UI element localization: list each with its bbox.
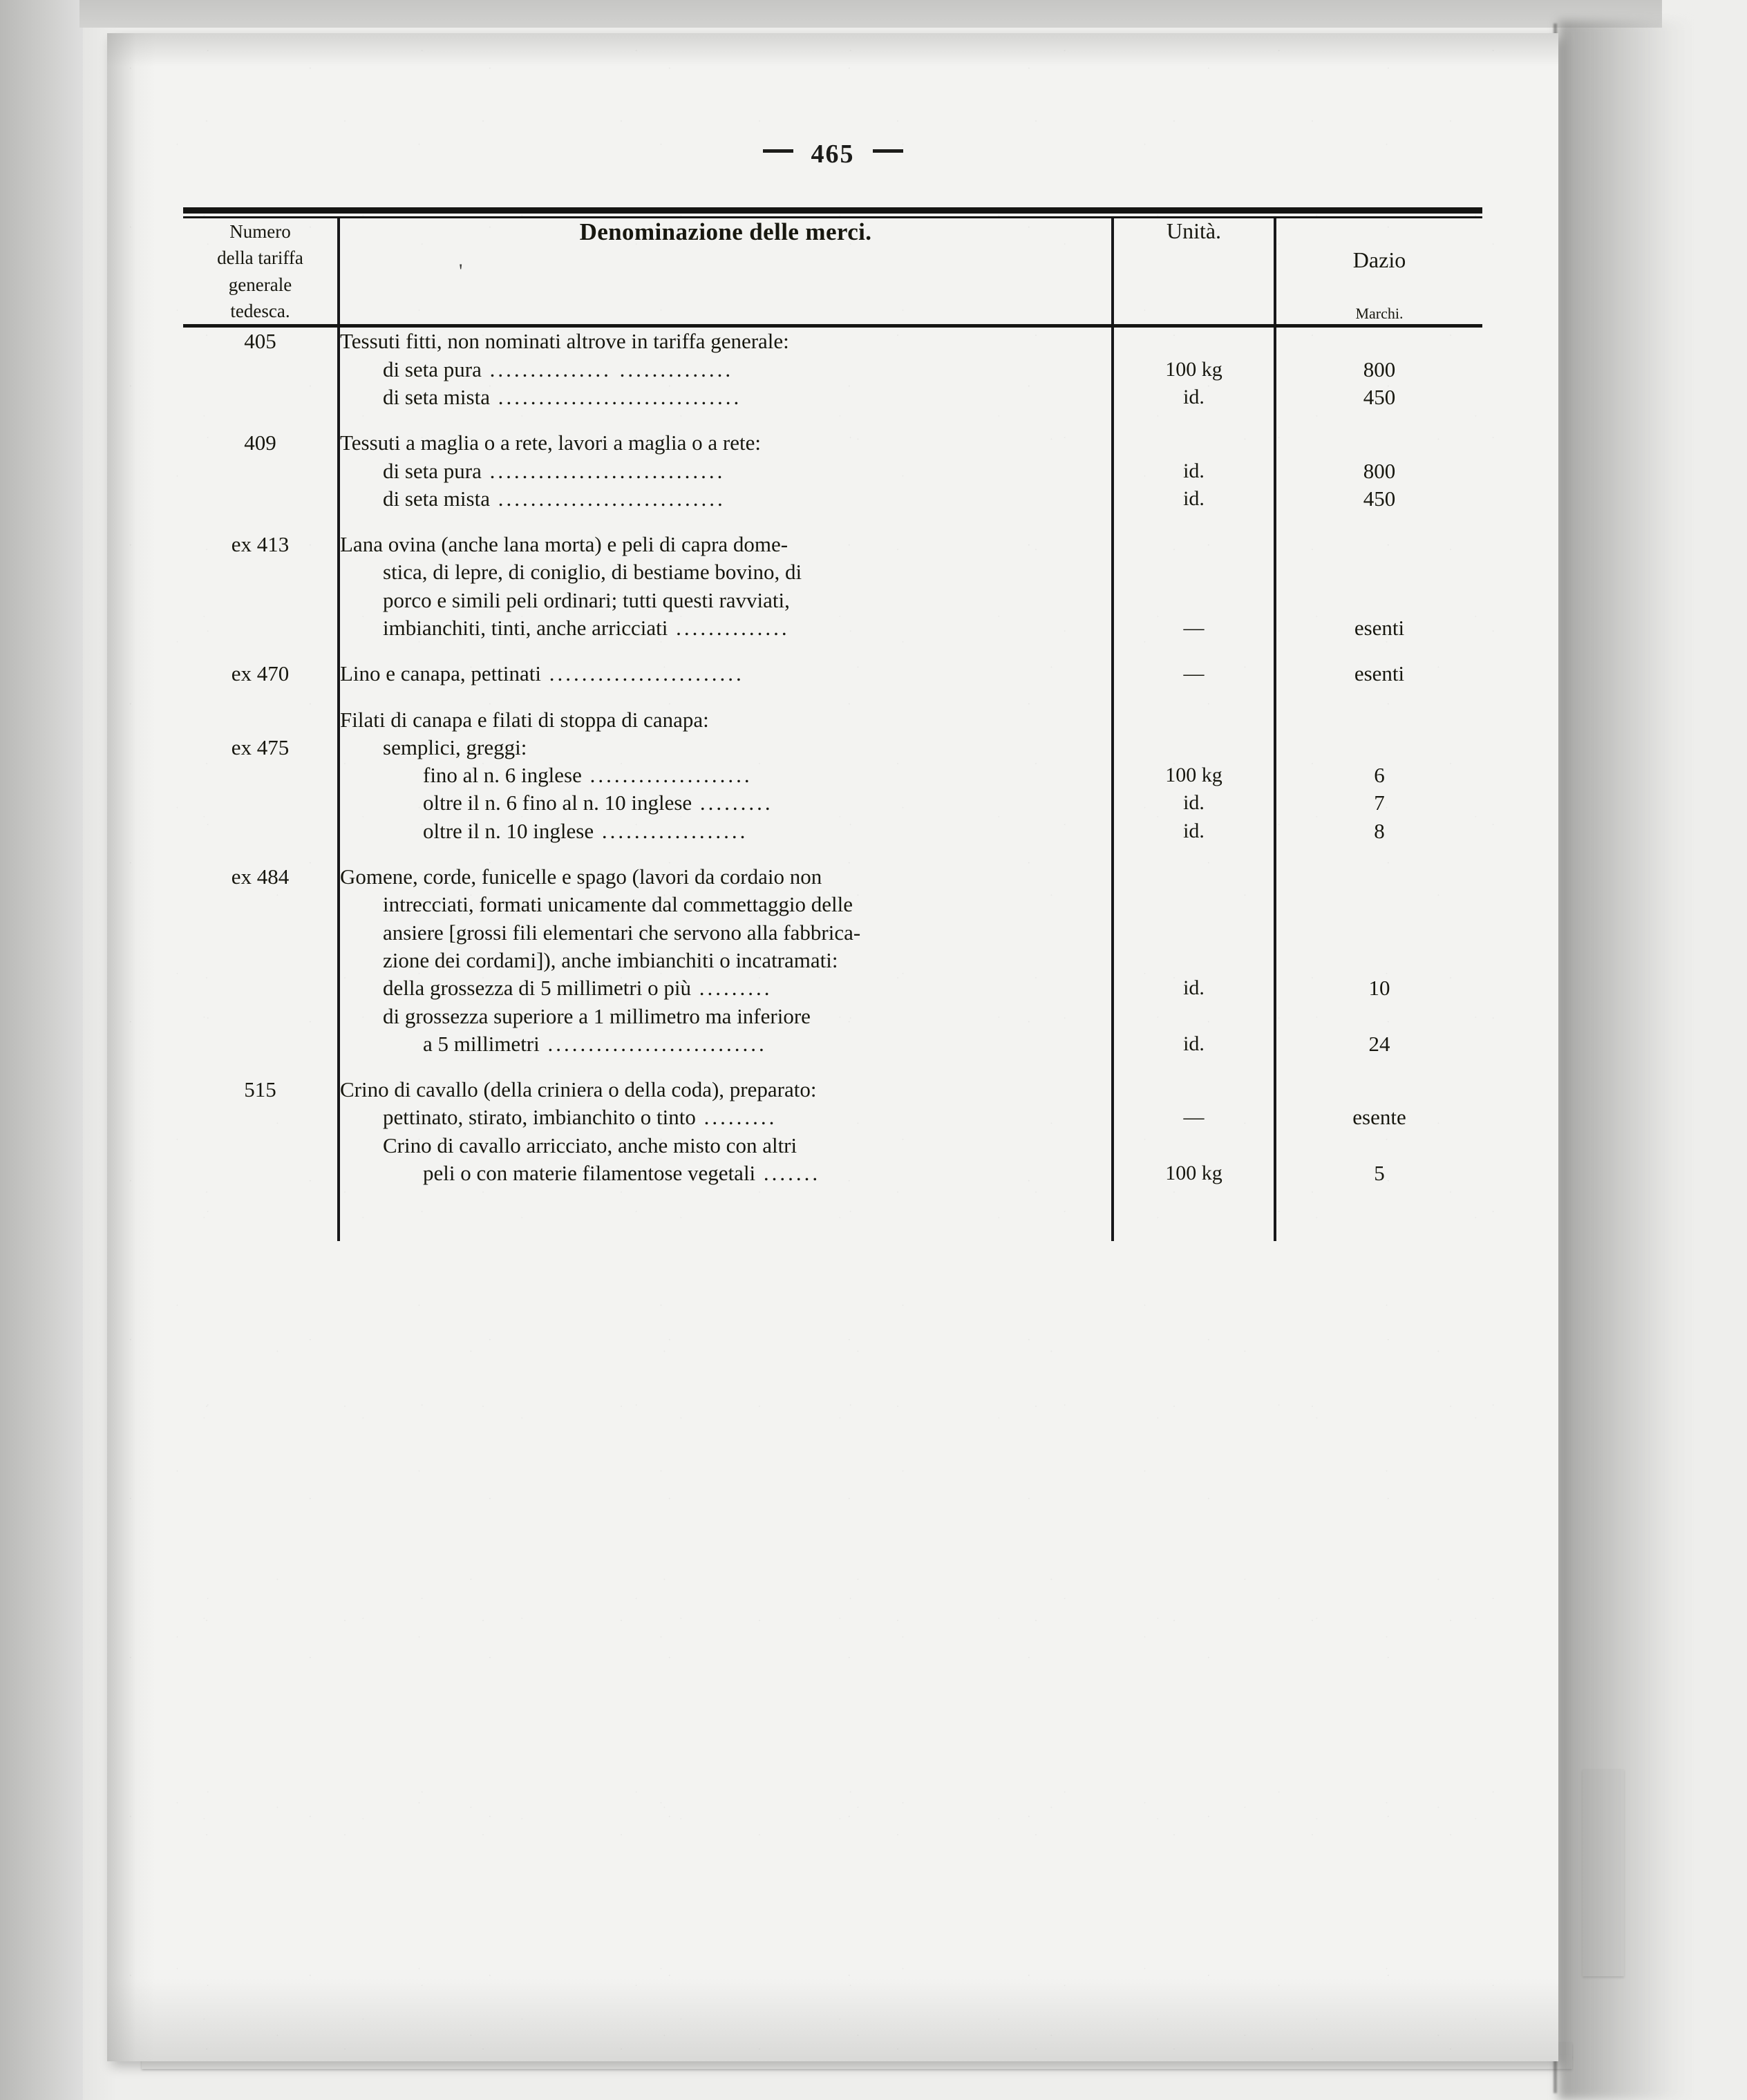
tariff-number <box>183 947 339 974</box>
unit-value: — <box>1113 614 1275 642</box>
description-text: di seta pura <box>383 458 482 483</box>
spacer-cell <box>1113 1223 1275 1241</box>
spacer-cell <box>339 688 1113 706</box>
merchandise-description <box>339 614 1113 642</box>
description-text: della grossezza di 5 millimetri o più <box>383 976 691 1001</box>
merchandise-description <box>339 974 1113 1002</box>
description-line <box>340 919 1111 947</box>
running-head-right-dash <box>873 149 903 153</box>
row-spacer <box>183 845 1482 863</box>
description-line <box>340 863 1111 891</box>
merchandise-description <box>339 429 1113 457</box>
dot-leader: .............. <box>668 615 790 640</box>
spacer-cell <box>183 513 339 531</box>
spacer-cell <box>183 642 339 660</box>
spacer-cell <box>1113 1205 1275 1223</box>
unit-value: id. <box>1113 384 1275 411</box>
merchandise-description <box>339 919 1113 947</box>
header-description-label: Denominazione delle merci. <box>579 218 872 245</box>
table-row <box>183 734 1482 762</box>
description-text: a 5 millimetri <box>423 1031 540 1056</box>
spacer-cell <box>339 642 1113 660</box>
tariff-number <box>183 1030 339 1058</box>
table-row <box>183 485 1482 513</box>
spacer-cell <box>1275 845 1482 863</box>
description-line <box>340 429 1111 457</box>
row-spacer <box>183 1187 1482 1205</box>
description-line <box>340 1030 1111 1058</box>
table-row <box>183 947 1482 974</box>
description-line <box>340 706 1111 734</box>
tariff-number: ex 413 <box>231 532 290 557</box>
duty-value: 5 <box>1374 1161 1385 1186</box>
duty-value <box>1275 947 1482 974</box>
unit-value <box>1113 587 1275 614</box>
row-spacer <box>183 642 1482 660</box>
spacer-cell <box>1275 642 1482 660</box>
table-row <box>183 384 1482 411</box>
unit-value <box>1113 863 1275 891</box>
tariff-number: ex 470 <box>231 661 290 686</box>
duty-value <box>1275 326 1482 356</box>
header-number-line-1: Numero <box>229 221 291 242</box>
description-text: Crino di cavallo arricciato, anche misto con altri <box>383 1133 797 1157</box>
tariff-table <box>183 207 1482 1241</box>
description-line <box>340 457 1111 485</box>
description-text: peli o con materie filamentose vegetali <box>423 1161 756 1186</box>
document-page <box>107 33 1558 2061</box>
table-row <box>183 817 1482 845</box>
description-line <box>340 762 1111 789</box>
tariff-number <box>183 384 339 411</box>
unit-value <box>1113 1076 1275 1104</box>
description-line <box>340 587 1111 614</box>
spacer-cell <box>1275 513 1482 531</box>
merchandise-description <box>339 587 1113 614</box>
duty-value: 450 <box>1363 486 1396 511</box>
description-text: Tessuti fitti, non nominati altrove in tariffa generale: <box>340 329 789 354</box>
description-text: ansiere [grossi fili elementari che servono alla fabbrica- <box>383 920 861 945</box>
dot-leader: .............................. <box>489 384 742 409</box>
description-line <box>340 734 1111 762</box>
spacer-cell <box>1275 1205 1482 1223</box>
page-left-curl <box>107 33 155 2061</box>
unit-value: id. <box>1113 817 1275 845</box>
description-line <box>340 1003 1111 1030</box>
header-number-line-2: della tariffa <box>217 247 303 269</box>
description-text: di seta mista <box>383 384 490 409</box>
unit-value: 100 kg <box>1113 762 1275 789</box>
unit-value: 100 kg <box>1113 356 1275 384</box>
tariff-number: ex 475 <box>231 735 290 759</box>
description-line <box>340 384 1111 411</box>
page-bottom-curl <box>107 1978 1558 2061</box>
unit-value <box>1113 531 1275 558</box>
unit-value <box>1113 1132 1275 1160</box>
spacer-cell <box>1113 845 1275 863</box>
description-line <box>340 1076 1111 1104</box>
merchandise-description <box>339 384 1113 411</box>
merchandise-description <box>339 326 1113 356</box>
spacer-cell <box>1275 1187 1482 1205</box>
spacer-cell <box>1275 1058 1482 1076</box>
table-row <box>183 974 1482 1002</box>
table-row <box>183 457 1482 485</box>
merchandise-description <box>339 1160 1113 1187</box>
tariff-number <box>183 891 339 918</box>
running-head <box>107 137 1558 169</box>
tariff-number <box>183 919 339 947</box>
unit-value: 100 kg <box>1113 1160 1275 1187</box>
table-row <box>183 429 1482 457</box>
page-number: 465 <box>811 140 855 169</box>
merchandise-description <box>339 660 1113 688</box>
spacer-cell <box>1275 688 1482 706</box>
header-duty-currency: Marchi. <box>1355 305 1404 322</box>
duty-value: 450 <box>1363 384 1396 409</box>
spacer-cell <box>183 1187 339 1205</box>
table-row <box>183 762 1482 789</box>
unit-value: id. <box>1113 457 1275 485</box>
table-row <box>183 706 1482 734</box>
spacer-cell <box>1113 1058 1275 1076</box>
row-spacer <box>183 513 1482 531</box>
description-text: oltre il n. 10 inglese <box>423 818 594 843</box>
description-text: di seta mista <box>383 486 490 511</box>
tariff-number: 515 <box>244 1077 276 1102</box>
unit-value: — <box>1113 660 1275 688</box>
spacer-cell <box>1113 411 1275 429</box>
row-spacer <box>183 688 1482 706</box>
table-row <box>183 614 1482 642</box>
merchandise-description <box>339 1132 1113 1160</box>
tariff-number <box>183 485 339 513</box>
row-spacer <box>183 1205 1482 1223</box>
duty-value <box>1275 587 1482 614</box>
tariff-number <box>183 1132 339 1160</box>
unit-value: id. <box>1113 1030 1275 1058</box>
description-text: di grossezza superiore a 1 millimetro ma inferiore <box>383 1003 811 1028</box>
tariff-number <box>183 974 339 1002</box>
description-text: di seta pura <box>383 357 482 381</box>
tariff-number: 405 <box>244 329 276 354</box>
merchandise-description <box>339 789 1113 817</box>
duty-value: esenti <box>1354 615 1405 640</box>
table-row <box>183 587 1482 614</box>
dot-leader: ............................ <box>489 486 726 511</box>
table-row <box>183 789 1482 817</box>
spacer-cell <box>183 1058 339 1076</box>
merchandise-description <box>339 863 1113 891</box>
unit-value <box>1113 706 1275 734</box>
spacer-cell <box>1275 1223 1482 1241</box>
dot-leader: ......... <box>695 1105 777 1130</box>
description-line <box>340 1160 1111 1187</box>
description-text: semplici, greggi: <box>383 735 527 759</box>
merchandise-description <box>339 485 1113 513</box>
dot-leader: .................... <box>581 763 753 788</box>
description-line <box>340 789 1111 817</box>
duty-value: 800 <box>1363 458 1396 483</box>
spacer-cell <box>339 1205 1113 1223</box>
header-duty-col <box>1275 218 1482 324</box>
spacer-cell <box>339 845 1113 863</box>
table-row <box>183 891 1482 918</box>
duty-value <box>1275 863 1482 891</box>
table-row <box>183 1104 1482 1131</box>
description-text: Crino di cavallo (della criniera o della coda), preparato: <box>340 1077 817 1102</box>
merchandise-description <box>339 457 1113 485</box>
tariff-number <box>183 762 339 789</box>
table-row <box>183 1160 1482 1187</box>
table-row <box>183 558 1482 586</box>
merchandise-description <box>339 558 1113 586</box>
header-number-line-4: tedesca. <box>230 300 290 321</box>
duty-value: 8 <box>1374 818 1385 843</box>
spacer-cell <box>339 513 1113 531</box>
tariff-number <box>183 614 339 642</box>
merchandise-description <box>339 817 1113 845</box>
description-line <box>340 974 1111 1002</box>
description-line <box>340 660 1111 688</box>
table-row <box>183 919 1482 947</box>
merchandise-description <box>339 734 1113 762</box>
description-text: intrecciati, formati unicamente dal commettaggio delle <box>383 892 853 917</box>
duty-value <box>1275 429 1482 457</box>
table-row <box>183 326 1482 356</box>
dot-leader: ............... .............. <box>481 357 734 381</box>
description-line <box>340 328 1111 355</box>
dot-leader: ............................. <box>481 458 726 483</box>
spacer-cell <box>183 688 339 706</box>
duty-value <box>1275 706 1482 734</box>
description-text: oltre il n. 6 fino al n. 10 inglese <box>423 791 692 815</box>
description-text: Lana ovina (anche lana morta) e peli di capra dome- <box>340 532 788 557</box>
dot-leader: ........................... <box>539 1031 767 1056</box>
spacer-cell <box>183 1223 339 1241</box>
description-line <box>340 817 1111 845</box>
row-spacer <box>183 1058 1482 1076</box>
duty-value <box>1275 1003 1482 1030</box>
description-line <box>340 558 1111 586</box>
unit-value <box>1113 891 1275 918</box>
merchandise-description <box>339 1030 1113 1058</box>
bed-left-shadow <box>0 0 83 2100</box>
unit-value <box>1113 558 1275 586</box>
row-spacer <box>183 1223 1482 1241</box>
table-row <box>183 1132 1482 1160</box>
header-number-line-3: generale <box>228 274 292 295</box>
spacer-cell <box>183 411 339 429</box>
description-line <box>340 1104 1111 1131</box>
header-duty-label: Dazio <box>1352 247 1406 272</box>
table-header-row <box>183 218 1482 324</box>
duty-value <box>1275 531 1482 558</box>
table-row <box>183 660 1482 688</box>
running-head-left-dash <box>763 149 793 153</box>
tariff-number <box>183 706 339 734</box>
spacer-cell <box>1113 688 1275 706</box>
merchandise-description <box>339 706 1113 734</box>
unit-value <box>1113 919 1275 947</box>
row-spacer <box>183 411 1482 429</box>
description-line <box>340 891 1111 918</box>
tariff-table-grid <box>183 218 1482 1241</box>
header-number-col <box>183 218 339 324</box>
merchandise-description <box>339 762 1113 789</box>
duty-value: 800 <box>1363 357 1396 381</box>
spacer-cell <box>183 1205 339 1223</box>
spacer-cell <box>339 1223 1113 1241</box>
merchandise-description <box>339 1104 1113 1131</box>
duty-value: 10 <box>1368 976 1390 1001</box>
description-text: Lino e canapa, pettinati <box>340 661 541 686</box>
dot-leader: ......... <box>692 791 773 815</box>
tariff-number <box>183 817 339 845</box>
table-row <box>183 356 1482 384</box>
unit-value <box>1113 947 1275 974</box>
dot-leader: ........................ <box>540 661 744 686</box>
description-text: Filati di canapa e filati di stoppa di canapa: <box>340 707 709 732</box>
header-description-col <box>339 218 1113 324</box>
tariff-number <box>183 1104 339 1131</box>
description-text: zione dei cordami]), anche imbianchiti o incatramati: <box>383 947 838 972</box>
tariff-number <box>183 1160 339 1187</box>
description-line <box>340 356 1111 384</box>
dot-leader: ....... <box>755 1161 821 1186</box>
table-top-rule-thick <box>183 207 1482 214</box>
page-top-curl <box>107 33 1558 66</box>
binding-gutter-shadow <box>1558 21 1693 2100</box>
description-text: stica, di lepre, di coniglio, di bestiame bovino, di <box>383 560 802 585</box>
duty-value: 7 <box>1374 791 1385 815</box>
spacer-cell <box>1275 411 1482 429</box>
merchandise-description <box>339 531 1113 558</box>
duty-value <box>1275 1132 1482 1160</box>
description-text: Tessuti a maglia o a rete, lavori a maglia o a rete: <box>340 431 761 455</box>
tariff-number: ex 484 <box>231 864 290 889</box>
duty-value: 24 <box>1368 1031 1390 1056</box>
duty-value: esenti <box>1354 661 1405 686</box>
unit-value: id. <box>1113 974 1275 1002</box>
tariff-number <box>183 457 339 485</box>
table-body <box>183 326 1482 1242</box>
spacer-cell <box>339 411 1113 429</box>
unit-value <box>1113 326 1275 356</box>
description-line <box>340 531 1111 558</box>
merchandise-description <box>339 1076 1113 1104</box>
spacer-cell <box>1113 642 1275 660</box>
table-header <box>183 218 1482 326</box>
duty-value: esente <box>1352 1105 1406 1130</box>
spacer-cell <box>183 845 339 863</box>
duty-value <box>1275 1076 1482 1104</box>
bed-top-plate <box>79 0 1662 28</box>
tariff-number <box>183 587 339 614</box>
description-line <box>340 947 1111 974</box>
table-row <box>183 1076 1482 1104</box>
dot-leader: .................. <box>594 818 748 843</box>
merchandise-description <box>339 356 1113 384</box>
table-row <box>183 863 1482 891</box>
unit-value <box>1113 1003 1275 1030</box>
description-line <box>340 614 1111 642</box>
tariff-number: 409 <box>244 431 276 455</box>
spacer-cell <box>1113 513 1275 531</box>
duty-value <box>1275 891 1482 918</box>
tariff-number <box>183 789 339 817</box>
unit-value <box>1113 734 1275 762</box>
dot-leader: ......... <box>690 976 773 1001</box>
header-unit-col: Unità. <box>1113 218 1275 324</box>
tariff-number <box>183 1003 339 1030</box>
tariff-number <box>183 558 339 586</box>
spacer-cell <box>339 1058 1113 1076</box>
table-row <box>183 1030 1482 1058</box>
description-text: fino al n. 6 inglese <box>423 763 582 788</box>
duty-value <box>1275 919 1482 947</box>
description-line <box>340 485 1111 513</box>
header-tick-mark: ' <box>459 260 463 283</box>
duty-value <box>1275 734 1482 762</box>
merchandise-description <box>339 891 1113 918</box>
table-row <box>183 531 1482 558</box>
table-row <box>183 1003 1482 1030</box>
unit-value: — <box>1113 1104 1275 1131</box>
unit-value: id. <box>1113 789 1275 817</box>
description-text: Gomene, corde, funicelle e spago (lavori da cordaio non <box>340 864 822 889</box>
description-line <box>340 1132 1111 1160</box>
unit-value: id. <box>1113 485 1275 513</box>
description-text: pettinato, stirato, imbianchito o tinto <box>383 1105 696 1130</box>
duty-value <box>1275 558 1482 586</box>
merchandise-description <box>339 947 1113 974</box>
description-text: porco e simili peli ordinari; tutti questi ravviati, <box>383 587 790 612</box>
spacer-cell <box>339 1187 1113 1205</box>
merchandise-description <box>339 1003 1113 1030</box>
description-text: imbianchiti, tinti, anche arricciati <box>383 615 668 640</box>
unit-value <box>1113 429 1275 457</box>
spacer-cell <box>1113 1187 1275 1205</box>
tariff-number <box>183 356 339 384</box>
duty-value: 6 <box>1374 763 1385 788</box>
